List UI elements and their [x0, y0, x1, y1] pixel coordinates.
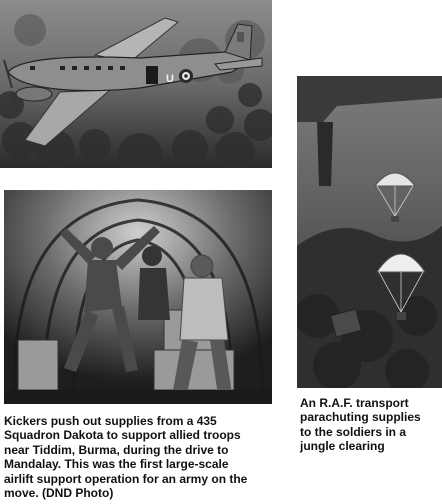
aircraft-code-text: U — [166, 73, 174, 85]
side-photo-caption: An R.A.F. transport parachuting supplies to the soldiers in a jungle clearing — [300, 396, 421, 454]
dakota-aircraft-photo — [0, 0, 272, 168]
parachute-drop-photo — [297, 76, 442, 388]
main-photo-caption: Kickers push out supplies from a 435 Squadron Dakota to support allied troops near Tiddim, Burma, during the drive to Mandalay. This was the first large-scale airlift support operation for an army on the move. (DND Photo) — [4, 414, 248, 501]
kickers-cabin-photo — [4, 190, 272, 404]
